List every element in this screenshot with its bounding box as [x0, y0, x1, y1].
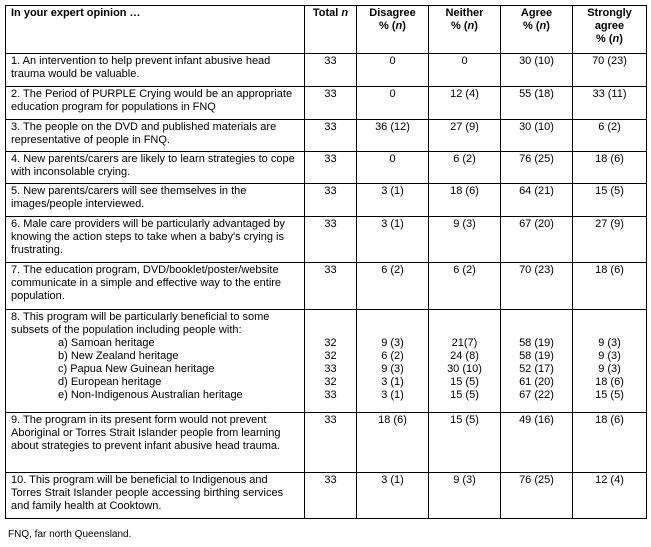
table-row: [6, 87, 647, 120]
total-header: Total n: [305, 6, 357, 54]
disagree-cell: 6 (2): [357, 263, 429, 310]
question-cell: 6. Male care providers will be particularly advantaged by knowing the action steps to take when a baby's crying is frustrating.: [6, 217, 305, 263]
subset-label: d) European heritage: [58, 376, 162, 388]
strongly-agree-cell: 18 (6): [573, 263, 647, 310]
neither-cell: 12 (4): [429, 87, 501, 120]
neither-cell: 6 (2): [429, 152, 501, 184]
agree-cell: 76 (25): [501, 473, 573, 519]
total-cell: 33: [305, 54, 357, 87]
table-row: [6, 184, 647, 217]
total-cell: 33: [305, 217, 357, 263]
strongly-agree-cell: 27 (9): [573, 217, 647, 263]
agree-cell: 64 (21): [501, 184, 573, 217]
question-cell: 5. New parents/carers will see themselves in the images/people interviewed.: [6, 184, 305, 217]
total-cell: 32 32 33 32 33: [305, 310, 357, 413]
question-cell: 2. The Period of PURPLE Crying would be an appropriate education program for populations in FNQ: [6, 87, 305, 120]
disagree-cell: 3 (1): [357, 473, 429, 519]
strongly-agree-cell: 9 (3) 9 (3) 9 (3) 18 (6) 15 (5): [573, 310, 647, 413]
disagree-header: Disagree % (n): [357, 6, 429, 54]
agree-cell: 55 (18): [501, 87, 573, 120]
neither-cell: 27 (9): [429, 120, 501, 152]
strongly-agree-cell: 18 (6): [573, 413, 647, 473]
table-row: [6, 217, 647, 263]
agree-cell: 30 (10): [501, 120, 573, 152]
table-row: [6, 152, 647, 184]
header-row: [6, 6, 647, 54]
strongly-agree-header: Strongly agree % (n): [573, 6, 647, 54]
question-cell: [6, 310, 305, 413]
subsets-list: [11, 337, 299, 402]
total-cell: 33: [305, 184, 357, 217]
agree-cell: 70 (23): [501, 263, 573, 310]
agree-cell: 58 (19) 58 (19) 52 (17) 61 (20) 67 (22): [501, 310, 573, 413]
table-row: [6, 120, 647, 152]
question-header: In your expert opinion …: [6, 6, 305, 54]
strongly-agree-cell: 12 (4): [573, 473, 647, 519]
neither-cell: 9 (3): [429, 217, 501, 263]
agree-header: Agree % (n): [501, 6, 573, 54]
question-cell: 4. New parents/carers are likely to learn strategies to cope with inconsolable crying.: [6, 152, 305, 184]
neither-cell: 18 (6): [429, 184, 501, 217]
neither-cell: 6 (2): [429, 263, 501, 310]
question-cell: 10. This program will be beneficial to Indigenous and Torres Strait Islander people accessing birthing services and family health at Cooktown.: [6, 473, 305, 519]
total-cell: 33: [305, 120, 357, 152]
agree-cell: 67 (20): [501, 217, 573, 263]
table-footnote: FNQ, far north Queensland.: [8, 529, 132, 540]
question-cell: 1. An intervention to help prevent infant abusive head trauma would be valuable.: [6, 54, 305, 87]
neither-cell: 0: [429, 54, 501, 87]
subset-label: a) Samoan heritage: [58, 337, 155, 349]
disagree-cell: 36 (12): [357, 120, 429, 152]
disagree-cell: 0: [357, 87, 429, 120]
agree-cell: 76 (25): [501, 152, 573, 184]
table-row: [6, 413, 647, 473]
table-row: [6, 54, 647, 87]
subset-label: b) New Zealand heritage: [58, 350, 179, 362]
disagree-cell: 0: [357, 54, 429, 87]
table-row: [6, 263, 647, 310]
neither-header: Neither % (n): [429, 6, 501, 54]
question-cell: 9. The program in its present form would not prevent Aboriginal or Torres Strait Islander people from learning about strategies to prevent infant abusive head trauma.: [6, 413, 305, 473]
total-cell: 33: [305, 473, 357, 519]
disagree-cell: 18 (6): [357, 413, 429, 473]
strongly-agree-cell: 6 (2): [573, 120, 647, 152]
table-row: [6, 473, 647, 519]
total-cell: 33: [305, 263, 357, 310]
table-row-subsets: [6, 310, 647, 413]
strongly-agree-cell: 18 (6): [573, 152, 647, 184]
subsets-question: 8. This program will be particularly beneficial to some subsets of the population including people with:: [11, 311, 270, 336]
total-cell: 33: [305, 87, 357, 120]
neither-cell: 21(7) 24 (8) 30 (10) 15 (5) 15 (5): [429, 310, 501, 413]
neither-cell: 9 (3): [429, 473, 501, 519]
disagree-cell: 3 (1): [357, 184, 429, 217]
total-cell: 33: [305, 152, 357, 184]
question-cell: 7. The education program, DVD/booklet/poster/website communicate in a simple and effective way to the entire population.: [6, 263, 305, 310]
subset-label: c) Papua New Guinean heritage: [58, 363, 215, 375]
question-cell: 3. The people on the DVD and published materials are representative of people in FNQ.: [6, 120, 305, 152]
strongly-agree-cell: 70 (23): [573, 54, 647, 87]
subset-label: e) Non-Indigenous Australian heritage: [58, 389, 243, 401]
total-cell: 33: [305, 413, 357, 473]
neither-cell: 15 (5): [429, 413, 501, 473]
agree-cell: 49 (16): [501, 413, 573, 473]
survey-table: [5, 5, 647, 519]
strongly-agree-cell: 15 (5): [573, 184, 647, 217]
disagree-cell: 0: [357, 152, 429, 184]
strongly-agree-cell: 33 (11): [573, 87, 647, 120]
disagree-cell: 9 (3) 6 (2) 9 (3) 3 (1) 3 (1): [357, 310, 429, 413]
disagree-cell: 3 (1): [357, 217, 429, 263]
agree-cell: 30 (10): [501, 54, 573, 87]
